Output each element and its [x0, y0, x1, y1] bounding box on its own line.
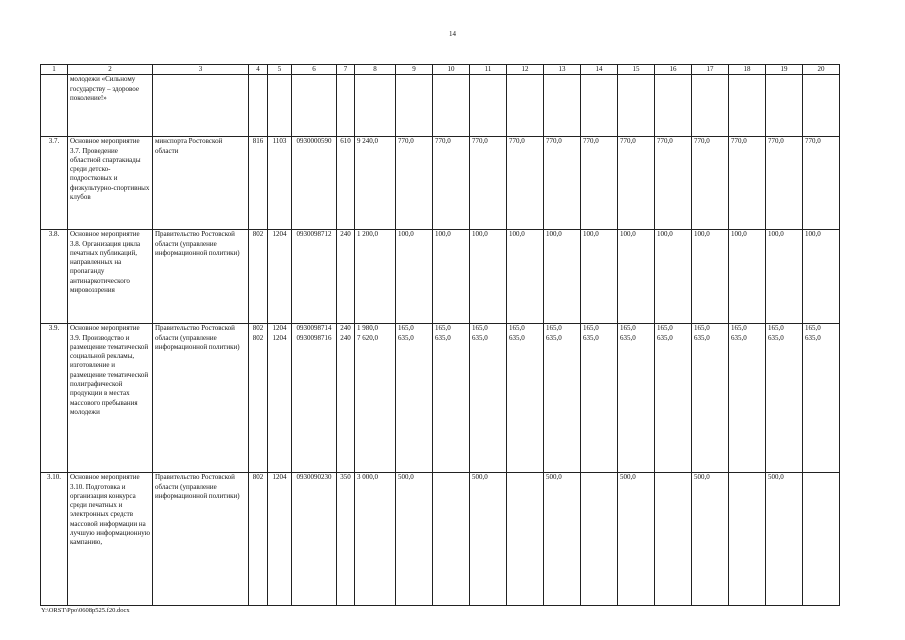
total-amount: 1 200,0: [355, 230, 396, 324]
year-amount: 165,0 635,0: [544, 324, 581, 473]
year-amount: [803, 473, 840, 606]
column-header: 5: [268, 65, 292, 75]
table-row: [41, 230, 840, 324]
year-amount: [766, 75, 803, 137]
year-amount: 770,0: [581, 137, 618, 230]
csr-code: 0930090230: [292, 473, 337, 606]
executor: Правительство Ростовской области (управление информационной политики): [153, 230, 249, 324]
column-header: 13: [544, 65, 581, 75]
year-amount: 165,0 635,0: [803, 324, 840, 473]
year-amount: 500,0: [618, 473, 655, 606]
table-row: [41, 324, 840, 473]
year-amount: 500,0: [470, 473, 507, 606]
year-amount: 770,0: [655, 137, 692, 230]
event-name: Основное мероприятие 3.9. Производство и размещение тематической социальной рекламы, изготовление и размещение тематической полиграфической продукции в местах массового пребывания молодежи: [68, 324, 153, 473]
year-amount: 100,0: [470, 230, 507, 324]
grbs-code: [249, 75, 268, 137]
csr-code: [292, 75, 337, 137]
year-amount: 770,0: [729, 137, 766, 230]
total-amount: 1 980,0 7 620,0: [355, 324, 396, 473]
page-number: 14: [449, 30, 456, 38]
grbs-code: 802: [249, 473, 268, 606]
year-amount: 770,0: [766, 137, 803, 230]
year-amount: [544, 75, 581, 137]
executor: минспорта Ростовской области: [153, 137, 249, 230]
year-amount: 100,0: [692, 230, 729, 324]
column-header: 9: [396, 65, 433, 75]
csr-code: 0930098714 0930098716: [292, 324, 337, 473]
year-amount: 770,0: [396, 137, 433, 230]
vr-code: [337, 75, 355, 137]
column-header: 4: [249, 65, 268, 75]
year-amount: 100,0: [766, 230, 803, 324]
executor: Правительство Ростовской области (управление информационной политики): [153, 473, 249, 606]
column-header-row: [41, 65, 840, 75]
year-amount: [433, 473, 470, 606]
year-amount: 770,0: [433, 137, 470, 230]
grbs-code: 816: [249, 137, 268, 230]
year-amount: 165,0 635,0: [581, 324, 618, 473]
year-amount: 100,0: [396, 230, 433, 324]
row-number: 3.8.: [41, 230, 68, 324]
column-header: 19: [766, 65, 803, 75]
year-amount: 500,0: [766, 473, 803, 606]
year-amount: [729, 473, 766, 606]
year-amount: [692, 75, 729, 137]
column-header: 18: [729, 65, 766, 75]
table-row: [41, 75, 840, 137]
column-header: 10: [433, 65, 470, 75]
table-row: [41, 137, 840, 230]
year-amount: [729, 75, 766, 137]
year-amount: [581, 75, 618, 137]
year-amount: [470, 75, 507, 137]
row-number: 3.10.: [41, 473, 68, 606]
column-header: 16: [655, 65, 692, 75]
year-amount: 770,0: [470, 137, 507, 230]
event-name: Основное мероприятие 3.7. Проведение областной спартакиады среди детско-подростковых и физкультурно-спортивных клубов: [68, 137, 153, 230]
year-amount: 100,0: [507, 230, 544, 324]
vr-code: 350: [337, 473, 355, 606]
year-amount: 770,0: [618, 137, 655, 230]
column-header: 8: [355, 65, 396, 75]
file-path-footer: Y:\ORST\Ppo\0608p525.f20.docx: [41, 607, 130, 614]
vr-code: 240: [337, 230, 355, 324]
year-amount: 500,0: [692, 473, 729, 606]
year-amount: 165,0 635,0: [507, 324, 544, 473]
year-amount: 770,0: [544, 137, 581, 230]
row-number: 3.9.: [41, 324, 68, 473]
year-amount: 165,0 635,0: [729, 324, 766, 473]
vr-code: 240 240: [337, 324, 355, 473]
column-header: 7: [337, 65, 355, 75]
rzpr-code: 1204: [268, 473, 292, 606]
column-header: 17: [692, 65, 729, 75]
event-name: молодежи «Сильному государству – здоровое поколение!»: [68, 75, 153, 137]
grbs-code: 802: [249, 230, 268, 324]
year-amount: 165,0 635,0: [618, 324, 655, 473]
year-amount: 100,0: [544, 230, 581, 324]
executor: [153, 75, 249, 137]
year-amount: [396, 75, 433, 137]
rzpr-code: [268, 75, 292, 137]
table-row: [41, 473, 840, 606]
year-amount: 100,0: [655, 230, 692, 324]
budget-table: [40, 64, 840, 606]
column-header: 20: [803, 65, 840, 75]
year-amount: 165,0 635,0: [655, 324, 692, 473]
rzpr-code: 1103: [268, 137, 292, 230]
year-amount: [507, 473, 544, 606]
table-body: [41, 65, 840, 606]
year-amount: 165,0 635,0: [396, 324, 433, 473]
year-amount: 165,0 635,0: [692, 324, 729, 473]
column-header: 3: [153, 65, 249, 75]
total-amount: 9 240,0: [355, 137, 396, 230]
event-name: Основное мероприятие 3.10. Подготовка и организация конкурса среди печатных и электронных средств массовой информации на лучшую информационную кампанию,: [68, 473, 153, 606]
row-number: 3.7.: [41, 137, 68, 230]
year-amount: 500,0: [544, 473, 581, 606]
year-amount: 100,0: [729, 230, 766, 324]
row-number: [41, 75, 68, 137]
grbs-code: 802 802: [249, 324, 268, 473]
year-amount: 500,0: [396, 473, 433, 606]
year-amount: 770,0: [803, 137, 840, 230]
year-amount: 100,0: [803, 230, 840, 324]
total-amount: [355, 75, 396, 137]
column-header: 6: [292, 65, 337, 75]
column-header: 15: [618, 65, 655, 75]
year-amount: [655, 75, 692, 137]
year-amount: 165,0 635,0: [766, 324, 803, 473]
year-amount: [803, 75, 840, 137]
year-amount: 100,0: [618, 230, 655, 324]
year-amount: [433, 75, 470, 137]
vr-code: 610: [337, 137, 355, 230]
year-amount: 770,0: [507, 137, 544, 230]
year-amount: 100,0: [433, 230, 470, 324]
column-header: 11: [470, 65, 507, 75]
year-amount: [581, 473, 618, 606]
year-amount: [507, 75, 544, 137]
rzpr-code: 1204 1204: [268, 324, 292, 473]
column-header: 1: [41, 65, 68, 75]
column-header: 14: [581, 65, 618, 75]
column-header: 12: [507, 65, 544, 75]
csr-code: 0930098712: [292, 230, 337, 324]
total-amount: 3 000,0: [355, 473, 396, 606]
year-amount: 770,0: [692, 137, 729, 230]
rzpr-code: 1204: [268, 230, 292, 324]
year-amount: 165,0 635,0: [433, 324, 470, 473]
column-header: 2: [68, 65, 153, 75]
year-amount: 100,0: [581, 230, 618, 324]
csr-code: 0930000590: [292, 137, 337, 230]
year-amount: [618, 75, 655, 137]
executor: Правительство Ростовской области (управление информационной политики): [153, 324, 249, 473]
year-amount: [655, 473, 692, 606]
event-name: Основное мероприятие 3.8. Организация цикла печатных публикаций, направленных на пропаганду антинаркотического мировоззрения: [68, 230, 153, 324]
year-amount: 165,0 635,0: [470, 324, 507, 473]
